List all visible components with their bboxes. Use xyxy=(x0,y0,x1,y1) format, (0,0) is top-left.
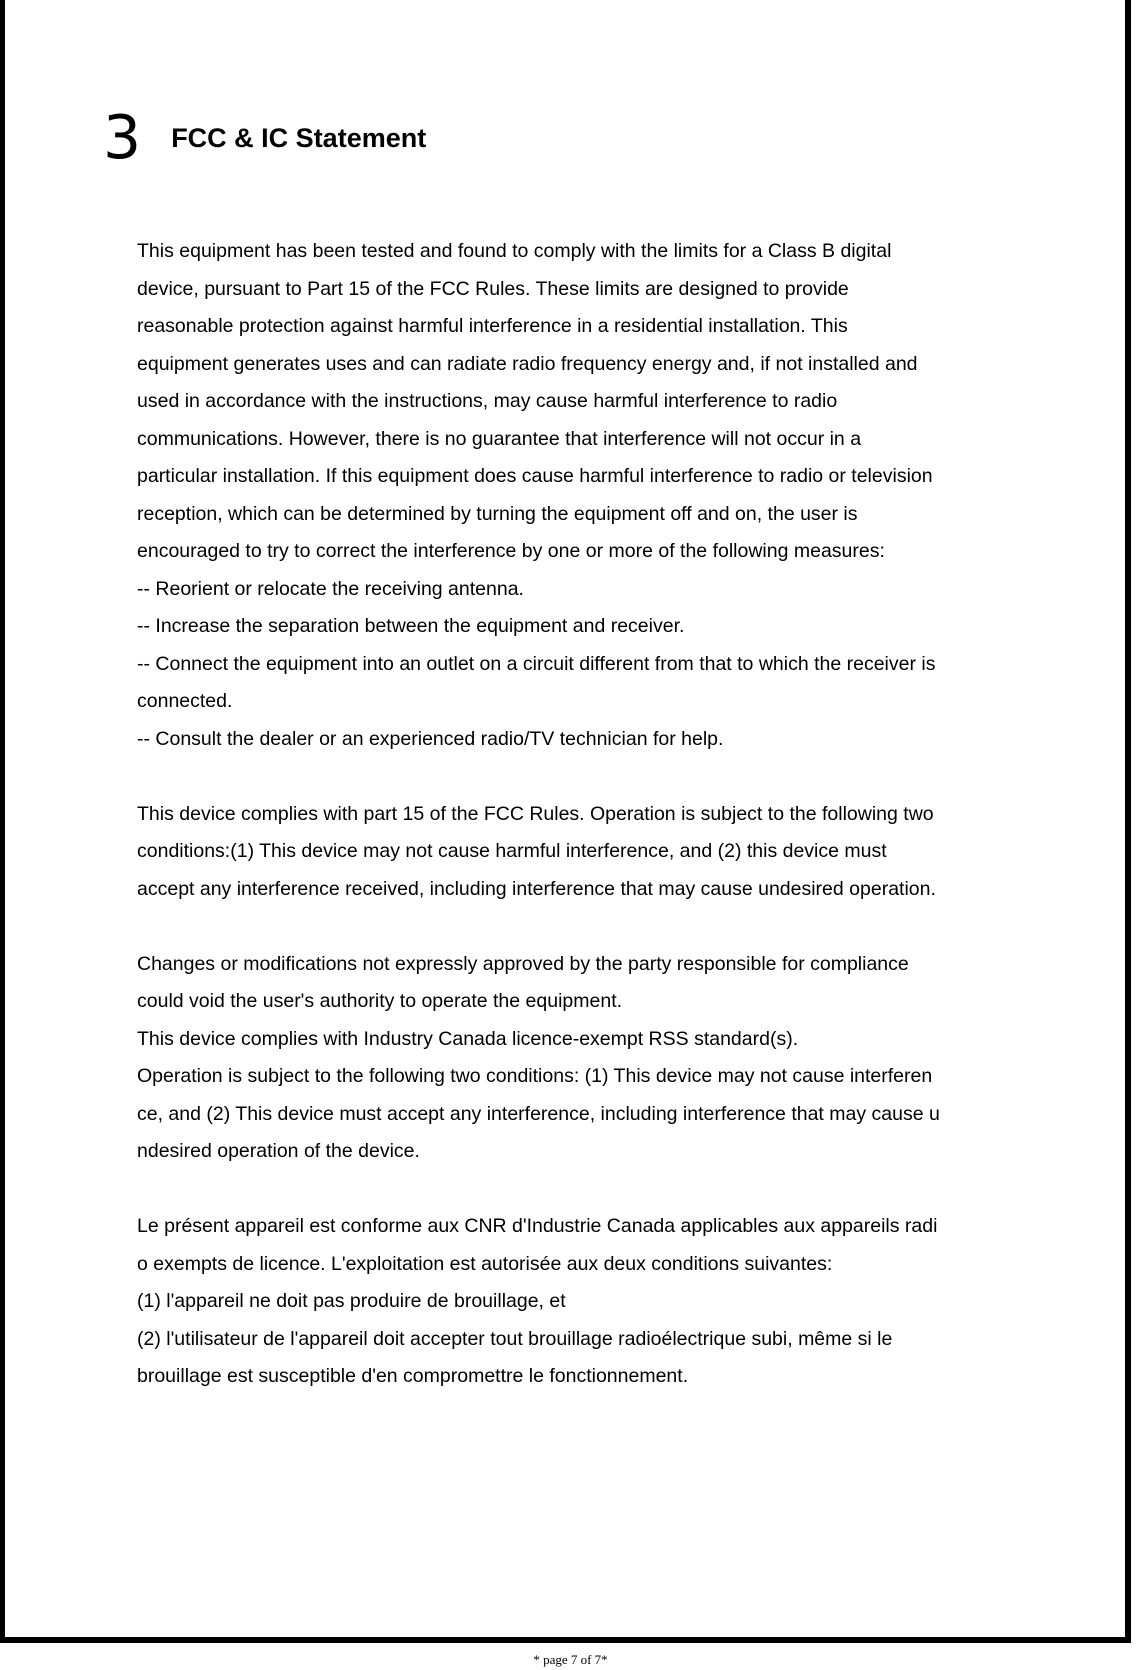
paragraph-gap xyxy=(137,1171,1017,1209)
text-line: particular installation. If this equipment does cause harmful interference to radio or television xyxy=(137,465,933,487)
paragraph-gap xyxy=(137,758,1017,796)
paragraph-gap xyxy=(137,908,1017,946)
paragraph xyxy=(137,946,1017,1171)
text-line: could void the user's authority to operate the equipment. xyxy=(137,990,623,1012)
text-line: accept any interference received, including interference that may cause undesired operation. xyxy=(137,877,936,900)
text-line: This device complies with Industry Canada licence-exempt RSS standard(s). xyxy=(137,1027,799,1050)
text-line: -- Reorient or relocate the receiving antenna. xyxy=(137,577,524,600)
text-line: Changes or modifications not expressly approved by the party responsible for compliance xyxy=(137,952,909,975)
paragraph xyxy=(137,233,1017,758)
text-line: communications. However, there is no guarantee that interference will not occur in a xyxy=(137,427,862,450)
paragraph xyxy=(137,796,1017,909)
page-number-footer: * page 7 of 7* xyxy=(533,1652,608,1667)
text-line: connected. xyxy=(137,690,233,712)
text-line: (1) l'appareil ne doit pas produire de brouillage, et xyxy=(137,1290,566,1312)
text-line: reasonable protection against harmful interference in a residential installation. This xyxy=(137,315,848,337)
text-line: (2) l'utilisateur de l'appareil doit accepter tout brouillage radioélectrique subi, même si le xyxy=(137,1327,893,1350)
text-line: encouraged to try to correct the interference by one or more of the following measures: xyxy=(137,540,885,562)
text-line: This equipment has been tested and found to comply with the limits for a Class B digital xyxy=(137,240,892,262)
text-line: -- Connect the equipment into an outlet on a circuit different from that to which the receiver is xyxy=(137,652,936,675)
section-heading xyxy=(103,103,427,173)
text-line: This device complies with part 15 of the FCC Rules. Operation is subject to the following two xyxy=(137,802,934,825)
text-line: reception, which can be determined by turning the equipment off and on, the user is xyxy=(137,502,858,525)
text-line: -- Consult the dealer or an experienced radio/TV technician for help. xyxy=(137,727,724,750)
text-line: Operation is subject to the following two conditions: (1) This device may not cause interferen xyxy=(137,1065,933,1087)
text-line: o exempts de licence. L'exploitation est autorisée aux deux conditions suivantes: xyxy=(137,1252,833,1275)
text-line: used in accordance with the instructions, may cause harmful interference to radio xyxy=(137,390,838,412)
text-line: -- Increase the separation between the equipment and receiver. xyxy=(137,615,685,637)
text-line: equipment generates uses and can radiate radio frequency energy and, if not installed and xyxy=(137,352,918,375)
text-line: ndesired operation of the device. xyxy=(137,1140,420,1162)
statement-body xyxy=(137,233,1017,1396)
text-line: brouillage est susceptible d'en compromettre le fonctionnement. xyxy=(137,1365,689,1387)
text-line: ce, and (2) This device must accept any interference, including interference that may cause u xyxy=(137,1102,940,1125)
text-line: Le présent appareil est conforme aux CNR d'Industrie Canada applicables aux appareils radi xyxy=(137,1215,938,1237)
section-title: FCC & IC Statement xyxy=(171,122,427,153)
text-line: device, pursuant to Part 15 of the FCC Rules. These limits are designed to provide xyxy=(137,277,849,300)
text-line: conditions:(1) This device may not cause harmful interference, and (2) this device must xyxy=(137,840,887,862)
paragraph xyxy=(137,1208,1017,1396)
section-number: 3 xyxy=(103,103,142,173)
